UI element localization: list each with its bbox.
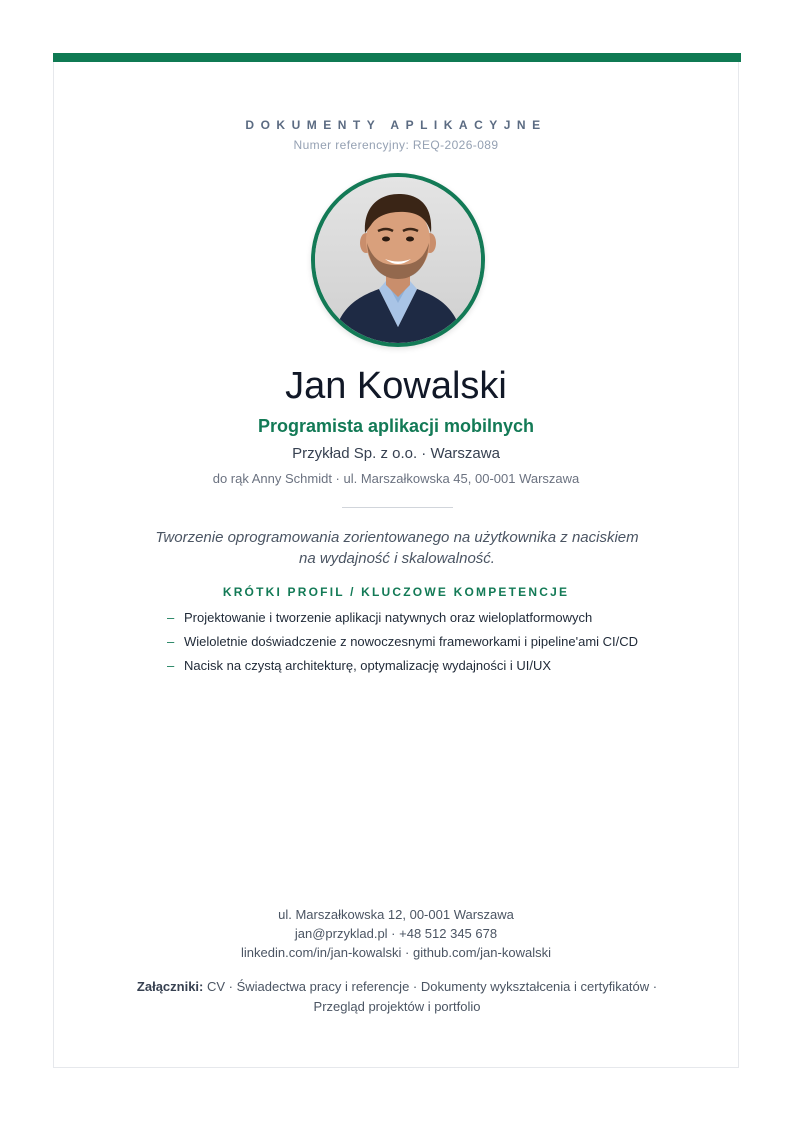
job-title: Programista aplikacji mobilnych [257,416,535,436]
document-page [53,53,739,1068]
divider [342,507,453,508]
list-item-text: Projektowanie i tworzenie aplikacji natywnych oraz wieloplatformowych [184,610,593,625]
list-item [167,633,638,657]
recipient-line: do rąk Anny Schmidt · ul. Marszałkowska 45, 00-001 Warszawa [212,471,580,486]
bullet-dash: – [167,610,175,625]
footer-contact: jan@przyklad.pl · +48 512 345 678 [294,926,498,941]
tagline: Tworzenie oprogramowania zorientowanego na użytkownika z naciskiem na wydajność i skalowalność. [155,529,639,567]
profile-photo [311,173,485,347]
reference-number: Numer referencyjny: REQ-2026-089 [293,138,499,152]
competencies-title: KRÓTKI PROFIL / KLUCZOWE KOMPETENCJE [222,585,570,599]
list-item [167,609,638,633]
accent-top-bar [53,53,741,62]
company-line: Przykład Sp. z o.o. · Warszawa [292,445,500,462]
competencies-list [167,609,638,681]
footer-address: ul. Marszałkowska 12, 00-001 Warszawa [278,907,514,922]
list-item [167,657,638,681]
attachments [114,977,680,1017]
bullet-dash: – [167,634,175,649]
document-kicker: DOKUMENTY APLIKACYJNE [245,118,547,132]
attachments-label: Załączniki: [136,979,204,994]
footer-links: linkedin.com/in/jan-kowalski · github.com/jan-kowalski [241,945,551,960]
portrait-illustration [315,177,481,343]
list-item-text: Nacisk na czystą architekturę, optymalizację wydajności i UI/UX [184,658,552,673]
list-item-text: Wieloletnie doświadczenie z nowoczesnymi frameworkami i pipeline'ami CI/CD [184,634,639,649]
attachments-list: CV · Świadectwa pracy i referencje · Dokumenty wykształcenia i certyfikatów · Przegląd projektów i portfolio [207,979,658,1014]
bullet-dash: – [167,658,175,673]
candidate-name: Jan Kowalski [285,365,507,407]
